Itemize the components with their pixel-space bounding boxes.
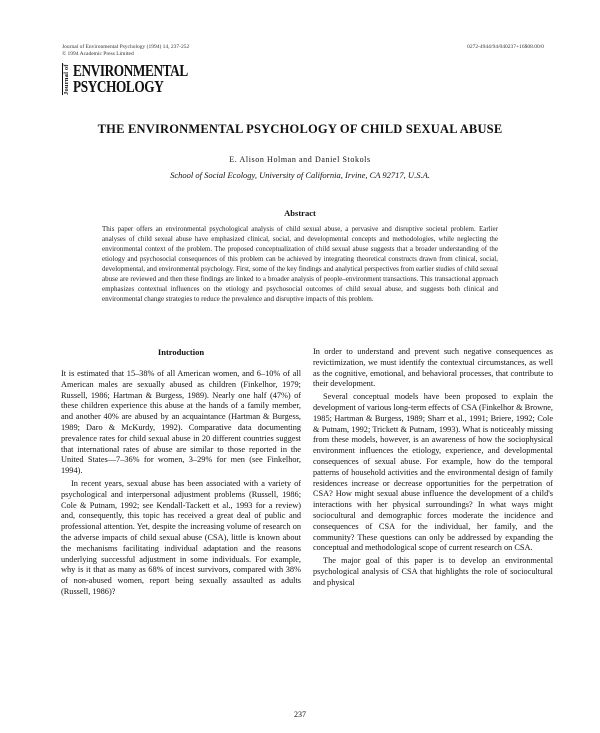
body-paragraph: Several conceptual models have been proposed to explain the development of various long-term effects of CSA (Finkelhor & Browne, 1985; Hartman & Burgess, 1989; Sharr et al., 1991; Briere, 1992; Cole & Putnam, 1992; Trickett & Putnam, 1993). What is noticeably missing from these models, however, is an awareness of how the sociophysical environment influences the etiology, experience, and developmental consequences of sexual abuse. For example, how do the temporal patterns of household activities and the environmental design of family residences increase or decrease opportunities for the perpetration of CSA? How might sexual abuse influence the development of a child's interactions with her physical surroundings? In what ways might sociocultural and demographic forces moderate the incidence and consequences of CSA for the individual, her family, and the community? These questions can only be addressed by expanding the conceptual and methodological scope of current research on CSA. bbox=[313, 392, 553, 553]
journal-citation bbox=[62, 44, 189, 58]
abstract-heading: Abstract bbox=[284, 208, 316, 218]
body-paragraph: In order to understand and prevent such negative consequences as revictimization, we must identify the contextual circumstances, as well as the cognitive, emotional, and behavioral processes, that contribute to their development. bbox=[313, 347, 553, 389]
page-number: 237 bbox=[294, 710, 306, 719]
article-title: THE ENVIRONMENTAL PSYCHOLOGY OF CHILD SEXUAL ABUSE bbox=[97, 122, 503, 136]
logo-line-psychology: PSYCHOLOGY bbox=[73, 77, 164, 96]
article-code: 0272-4944/94/040237+16$08.00/0 bbox=[467, 44, 544, 50]
copyright-line: © 1994 Academic Press Limited bbox=[62, 51, 134, 57]
body-paragraph: In recent years, sexual abuse has been associated with a variety of psychological and interpersonal adjustment problems (Russell, 1986; Cole & Putnam, 1992; see Kendall-Tackett et al., 1993 for a review) and, consequently, this topic has received a great deal of public and professional attention. Yet, despite the increasing volume of research on the adverse impacts of child sexual abuse (CSA), little is known about the mechanisms facilitating individual adaptation and the reasons underlying successful adjustment in some individuals. For example, why is it that as many as 68% of incest survivors, compared with 38% of non-abused women, report being sexually assaulted as adults (Russell, 1986)? bbox=[61, 478, 301, 596]
citation-line: Journal of Environmental Psychology (1994) 14, 237-252 bbox=[62, 44, 190, 50]
right-column bbox=[313, 347, 553, 591]
left-column bbox=[61, 347, 301, 600]
body-paragraph: The major goal of this paper is to develop an environmental psychological analysis of CSA that highlights the role of sociocultural and physical bbox=[313, 556, 553, 587]
article-authors: E. Alison Holman and Daniel Stokols bbox=[229, 155, 371, 164]
introduction-heading: Introduction bbox=[157, 347, 205, 357]
body-paragraph: It is estimated that 15–38% of all American women, and 6–10% of all American males are sexually abused as children (Finkelhor, 1979; Russell, 1986; Hartman & Burgess, 1989). Nearly one half (47%) of these children experience this abuse at the hands of a family member, and another 40% are abused by an acquaintance (Hartman & Burgess, 1989; Daro & McKurdy, 1992). Comparative data documenting prevalence rates for child sexual abuse in 20 different countries suggest that international rates of abuse are similar to those reported in the United States—7–36% for women, 3–29% for men (see Finkelhor, 1994). bbox=[61, 369, 301, 476]
logo-line-environmental: ENVIRONMENTAL bbox=[73, 61, 188, 80]
logo-side-text: Journal of bbox=[63, 64, 70, 95]
journal-logo bbox=[62, 63, 220, 95]
abstract-text: This paper offers an environmental psychological analysis of child sexual abuse, a pervasive and disruptive societal problem. Earlier analyses of child sexual abuse have emphasized clinical, social, and developmental concepts and methodologies, while neglecting the environmental context of the problem. The proposed conceptualization of child sexual abuse suggests that a broader understanding of the etiology and psychosocial consequences of this problem can be achieved by integrating theoretical constructs drawn from clinical, social, developmental, and environmental psychology. First, some of the key findings and analytical perspectives from earlier studies of child sexual abuse are reviewed and then these findings are linked to a broader analysis of people–environment transactions. This transactional approach emphasizes contextual influences on the etiology and psychosocial outcomes of child sexual abuse, and suggests both clinical and environmental change strategies to reduce the prevalence and disruptive impacts of this problem. bbox=[102, 225, 498, 303]
author-affiliation: School of Social Ecology, University of California, Irvine, CA 92717, U.S.A. bbox=[170, 170, 430, 180]
